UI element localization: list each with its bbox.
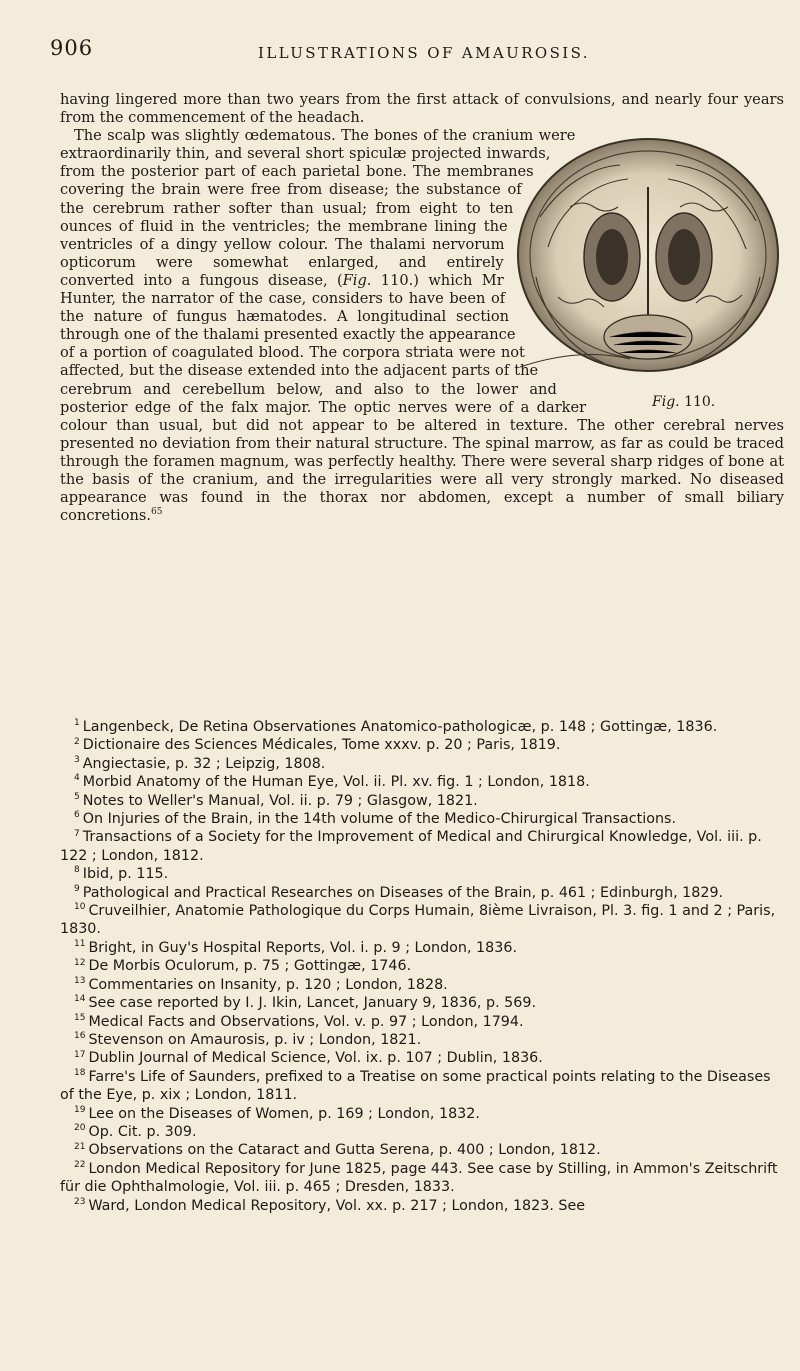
footnote-number: 15 [74,1012,86,1023]
footnote-8 [60,865,784,883]
footnote-number: 7 [74,828,80,839]
main-text [60,91,784,525]
footnote-number: 6 [74,810,80,821]
footnote-text: Stevenson on Amaurosis, p. iv ; London, 1821. [88,1031,422,1048]
footnote-22 [60,1160,784,1197]
footnote-text: Medical Facts and Observations, Vol. v. p. 97 ; London, 1794. [88,1013,524,1030]
footnote-3 [60,755,784,773]
footnote-14 [60,994,784,1012]
footnote-number: 3 [74,755,80,766]
footnote-number: 1 [74,718,80,729]
footnote-text: Cruveilhier, Anatomie Pathologique du Corps Humain, 8ième Livraison, Pl. 3. fig. 1 and 2 ; Paris, 1830. [60,903,776,938]
footnote-21 [60,1141,784,1159]
footnote-reference: 65 [151,507,163,518]
footnote-number: 16 [74,1031,86,1042]
footnote-text: Langenbeck, De Retina Observationes Anatomico-pathologicæ, p. 148 ; Gottingæ, 1836. [82,719,718,735]
footnote-text: Morbid Anatomy of the Human Eye, Vol. ii. Pl. xv. fig. 1 ; London, 1818. [82,774,590,791]
footnote-number: 21 [74,1141,86,1152]
footnote-number: 13 [74,975,86,986]
footnote-number: 19 [74,1104,86,1115]
footnote-20 [60,1123,784,1141]
footnote-17 [60,1049,784,1067]
footnote-4 [60,773,784,791]
footnote-text: Angiectasie, p. 32 ; Leipzig, 1808. [82,755,326,772]
page-number: 906 [50,36,94,60]
footnote-text: De Morbis Oculorum, p. 75 ; Gottingæ, 1746. [88,958,412,975]
paragraph-2: Fig. 110. The scalp was slightly œdematous. The bones of the cranium were extraordinarily thin, and several short spiculæ projected inwards, from the posterior part of each parietal bone. The membranes covering the brain were free from disease; the substance of the cerebrum rather softer than usual; from eight to ten ounces of fluid in the ventricles; the membrane lining the ventricles of a dingy yellow colour. The thalami nervorum opticorum were somewhat enlarged, and entirely converted into a fungous disease, (Fig. 110.) which Mr Hunter, the narrator of the case, considers to have been of the nature of fungus hæmatodes. A longitudinal section through one of the thalami presented exactly the appearance of a portion of coagulated blood. The corpora striata were not affected, but the disease extended into the adjacent parts of the cerebrum and cerebellum below, and also to the lower and posterior edge of the falx major. The optic nerves were of a darker colour than usual, but did not appear to be altered in texture. The other cerebral nerves presented no deviation from their natural structure. The spinal marrow, as far as could be traced through the foramen magnum, was perfectly healthy. There were several sharp ridges of bone at the basis of the cranium, and the irregularities were all very strongly marked. No diseased appearance was found in the thorax nor abdomen, except a number of small biliary concretions.$^{65}$ [60,127,784,525]
footnote-text: Commentaries on Insanity, p. 120 ; London, 1828. [88,976,448,993]
footnote-number: 14 [74,994,86,1005]
footnote-18 [60,1068,784,1105]
footnote-text: Bright, in Guy's Hospital Reports, Vol. i. p. 9 ; London, 1836. [88,939,517,956]
footnotes [60,718,784,1215]
footnote-number: 2 [74,736,80,747]
footnote-number: 22 [74,1159,86,1170]
footnote-13 [60,976,784,994]
footnote-11 [60,939,784,957]
footnote-number: 11 [74,939,86,950]
footnote-text: Dublin Journal of Medical Science, Vol. ix. p. 107 ; Dublin, 1836. [88,1050,543,1067]
fig-reference: Fig. [342,271,372,289]
footnote-9 [60,884,784,902]
footnote-number: 8 [74,865,80,876]
footnote-text: On Injuries of the Brain, in the 14th volume of the Medico-Chirurgical Transactions. [82,811,677,828]
running-title: ILLUSTRATIONS OF AMAUROSIS. [258,44,590,62]
footnote-number: 9 [74,883,80,894]
footnote-15 [60,1013,784,1031]
paragraph-1: having lingered more than two years from the first attack of convulsions, and nearly four years from the commencement of the headach. [60,91,784,127]
footnote-2 [60,736,784,754]
footnote-number: 4 [74,773,80,784]
footnote-number: 10 [74,902,86,913]
footnote-16 [60,1031,784,1049]
footnote-text: Ibid, p. 115. [82,866,169,883]
footnote-19 [60,1105,784,1123]
footnote-text: Farre's Life of Saunders, prefixed to a Treatise on some practical points relating to the Diseases of the Eye, p. xix ; London, 1811. [60,1068,771,1104]
footnote-1 [60,718,784,736]
footnote-5 [60,792,784,810]
footnote-23 [60,1197,784,1215]
figure-caption: Fig. 110. [652,394,716,411]
footnote-text: Transactions of a Society for the Improvement of Medical and Chirurgical Knowledge, Vol. iii. p. 122 ; London, 1812. [60,829,762,864]
footnote-number: 18 [74,1067,86,1078]
footnote-text: See case reported by I. J. Ikin, Lancet, January 9, 1836, p. 569. [88,995,537,1012]
footnote-text: Lee on the Diseases of Women, p. 169 ; London, 1832. [88,1105,480,1122]
footnote-10 [60,902,784,939]
footnote-text: Dictionaire des Sciences Médicales, Tome xxxv. p. 20 ; Paris, 1819. [82,737,561,754]
footnote-text: Ward, London Medical Repository, Vol. xx. p. 217 ; London, 1823. See [88,1197,586,1214]
footnote-text: Notes to Weller's Manual, Vol. ii. p. 79 ; Glasgow, 1821. [82,792,478,809]
footnote-text: Observations on the Cataract and Gutta Serena, p. 400 ; London, 1812. [88,1142,601,1159]
footnote-text: London Medical Repository for June 1825, page 443. See case by Stilling, in Ammon's Zeitschrift für die Ophthalmologie, Vol. iii. p. 465 ; Dresden, 1833. [60,1160,778,1196]
footnote-text: Pathological and Practical Researches on Diseases of the Brain, p. 461 ; Edinburgh, 1829. [82,884,724,901]
footnote-number: 5 [74,791,80,802]
footnote-text: Op. Cit. p. 309. [88,1123,197,1140]
footnote-6 [60,810,784,828]
footnote-number: 23 [74,1196,86,1207]
footnote-7 [60,828,784,865]
figure-110 [500,127,790,411]
footnote-number: 20 [74,1123,86,1134]
footnote-number: 12 [74,957,86,968]
footnote-12 [60,957,784,975]
brain-section-illustration [500,127,790,411]
footnote-number: 17 [74,1049,86,1060]
